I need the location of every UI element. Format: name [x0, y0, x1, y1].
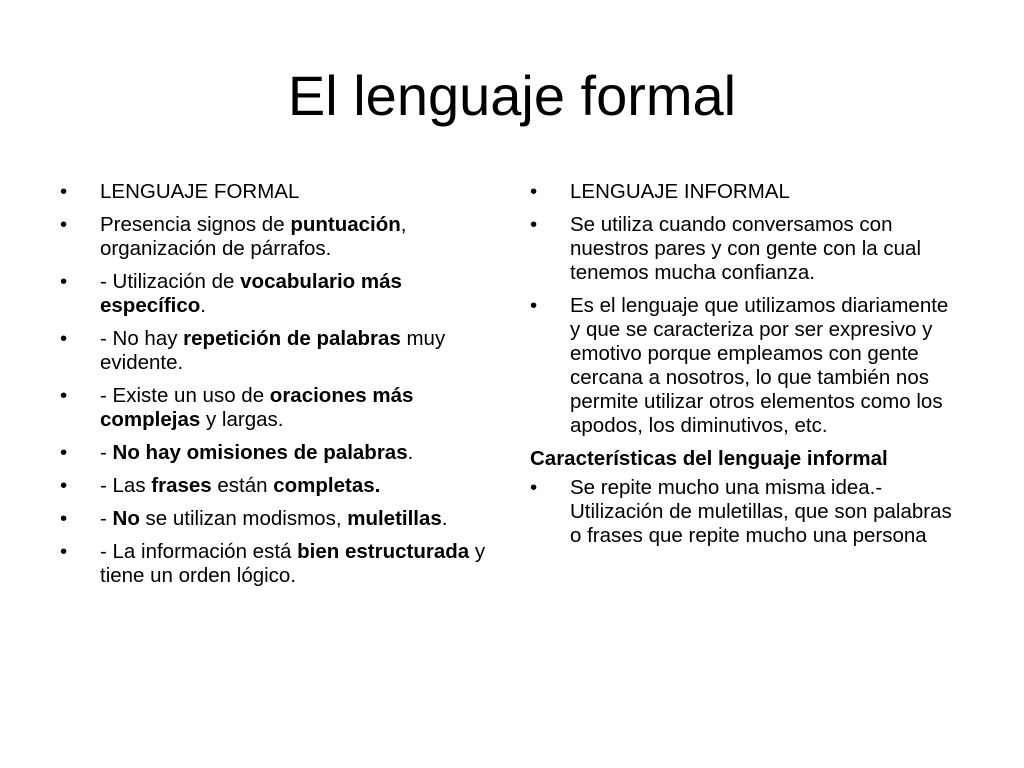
list-item — [60, 270, 500, 318]
text-segment: y largas. — [200, 408, 284, 431]
text-segment: . — [200, 294, 206, 317]
text-segment: - Existe un uso de — [100, 384, 270, 407]
bold-text-segment: bien estructurada — [297, 540, 470, 563]
informal-characteristics-list — [530, 476, 960, 548]
list-item — [60, 180, 500, 204]
list-item — [530, 476, 960, 548]
bullet-icon: • — [60, 180, 68, 203]
text-segment: Se repite mucho una misma idea.- Utilización de muletillas, que son palabras o frases que repite mucho una persona — [570, 476, 952, 547]
bold-text-segment: No hay omisiones de palabras — [112, 441, 408, 464]
bullet-icon: • — [60, 327, 68, 350]
text-segment: , organización de párrafos. — [100, 213, 407, 260]
list-item-text — [100, 540, 485, 587]
bold-text-segment: muletillas — [347, 507, 442, 530]
text-segment: LENGUAJE FORMAL — [100, 180, 300, 203]
text-segment: muy evidente. — [100, 327, 446, 374]
text-segment: emotivo porque empleamos con gente cercana a nosotros, lo que también nos permite utilizar otros elementos como los apodos, los diminutivos, etc. — [570, 342, 943, 437]
text-segment: LENGUAJE INFORMAL — [570, 180, 790, 203]
left-column — [60, 180, 500, 597]
list-item-text — [100, 327, 445, 374]
bullet-icon: • — [530, 213, 538, 236]
right-column — [530, 180, 960, 557]
bullet-icon: • — [60, 384, 68, 407]
list-item-text — [570, 180, 790, 203]
text-segment: Presencia signos de — [100, 213, 291, 236]
list-item-text — [100, 213, 406, 260]
list-item — [60, 507, 500, 531]
list-item-text — [100, 474, 380, 497]
list-item-text — [100, 384, 413, 431]
list-item-text — [100, 441, 413, 464]
bullet-icon: • — [60, 474, 68, 497]
bold-text-segment: vocabulario más específico — [100, 270, 402, 317]
bold-text-segment: No — [112, 507, 140, 530]
list-item-text — [570, 294, 948, 437]
bold-text-segment: completas. — [273, 474, 381, 497]
bold-text-segment: oraciones más complejas — [100, 384, 414, 431]
bullet-icon: • — [60, 441, 68, 464]
list-item — [60, 474, 500, 498]
bullet-icon: • — [60, 213, 68, 236]
list-item-text — [100, 180, 299, 203]
slide-title: El lenguaje formal — [287, 64, 737, 127]
list-item — [530, 213, 960, 285]
text-segment: - — [100, 507, 113, 530]
list-item-text — [570, 213, 921, 284]
list-item-text — [570, 476, 952, 547]
list-item — [60, 213, 500, 261]
list-item — [60, 327, 500, 375]
informal-bullet-list — [530, 180, 960, 438]
text-segment: - La información está — [100, 540, 298, 563]
list-item-text — [100, 270, 402, 317]
text-segment: - No hay — [100, 327, 184, 350]
formal-bullet-list — [60, 180, 500, 588]
list-item — [530, 294, 960, 438]
text-segment: y tiene un orden lógico. — [100, 540, 486, 587]
bullet-icon: • — [530, 294, 538, 317]
bullet-icon: • — [60, 540, 68, 563]
text-segment: Se utiliza cuando conversamos con nuestros pares y con gente con la cual tenemos mucha confianza. — [570, 213, 921, 284]
text-segment: . — [441, 507, 448, 530]
text-segment: . — [407, 441, 414, 464]
bold-text-segment: frases — [151, 474, 212, 497]
text-segment: Es el lenguaje que utilizamos diariamente y que se caracteriza por ser expresivo y — [570, 294, 949, 341]
list-item — [60, 441, 500, 465]
bullet-icon: • — [60, 270, 68, 293]
informal-characteristics-heading: Características del lenguaje informal — [530, 447, 888, 470]
text-segment: - Las — [100, 474, 152, 497]
list-item — [60, 540, 500, 588]
bullet-icon: • — [60, 507, 68, 530]
bullet-icon: • — [530, 476, 538, 499]
bullet-icon: • — [530, 180, 538, 203]
text-segment: se utilizan modismos, — [139, 507, 348, 530]
list-item-text — [100, 507, 447, 530]
bold-text-segment: puntuación — [290, 213, 401, 236]
list-item — [60, 384, 500, 432]
bold-text-segment: repetición de palabras — [183, 327, 401, 350]
text-segment: están — [211, 474, 274, 497]
text-segment: - — [100, 441, 113, 464]
text-segment: - Utilización de — [100, 270, 241, 293]
list-item — [530, 180, 960, 204]
